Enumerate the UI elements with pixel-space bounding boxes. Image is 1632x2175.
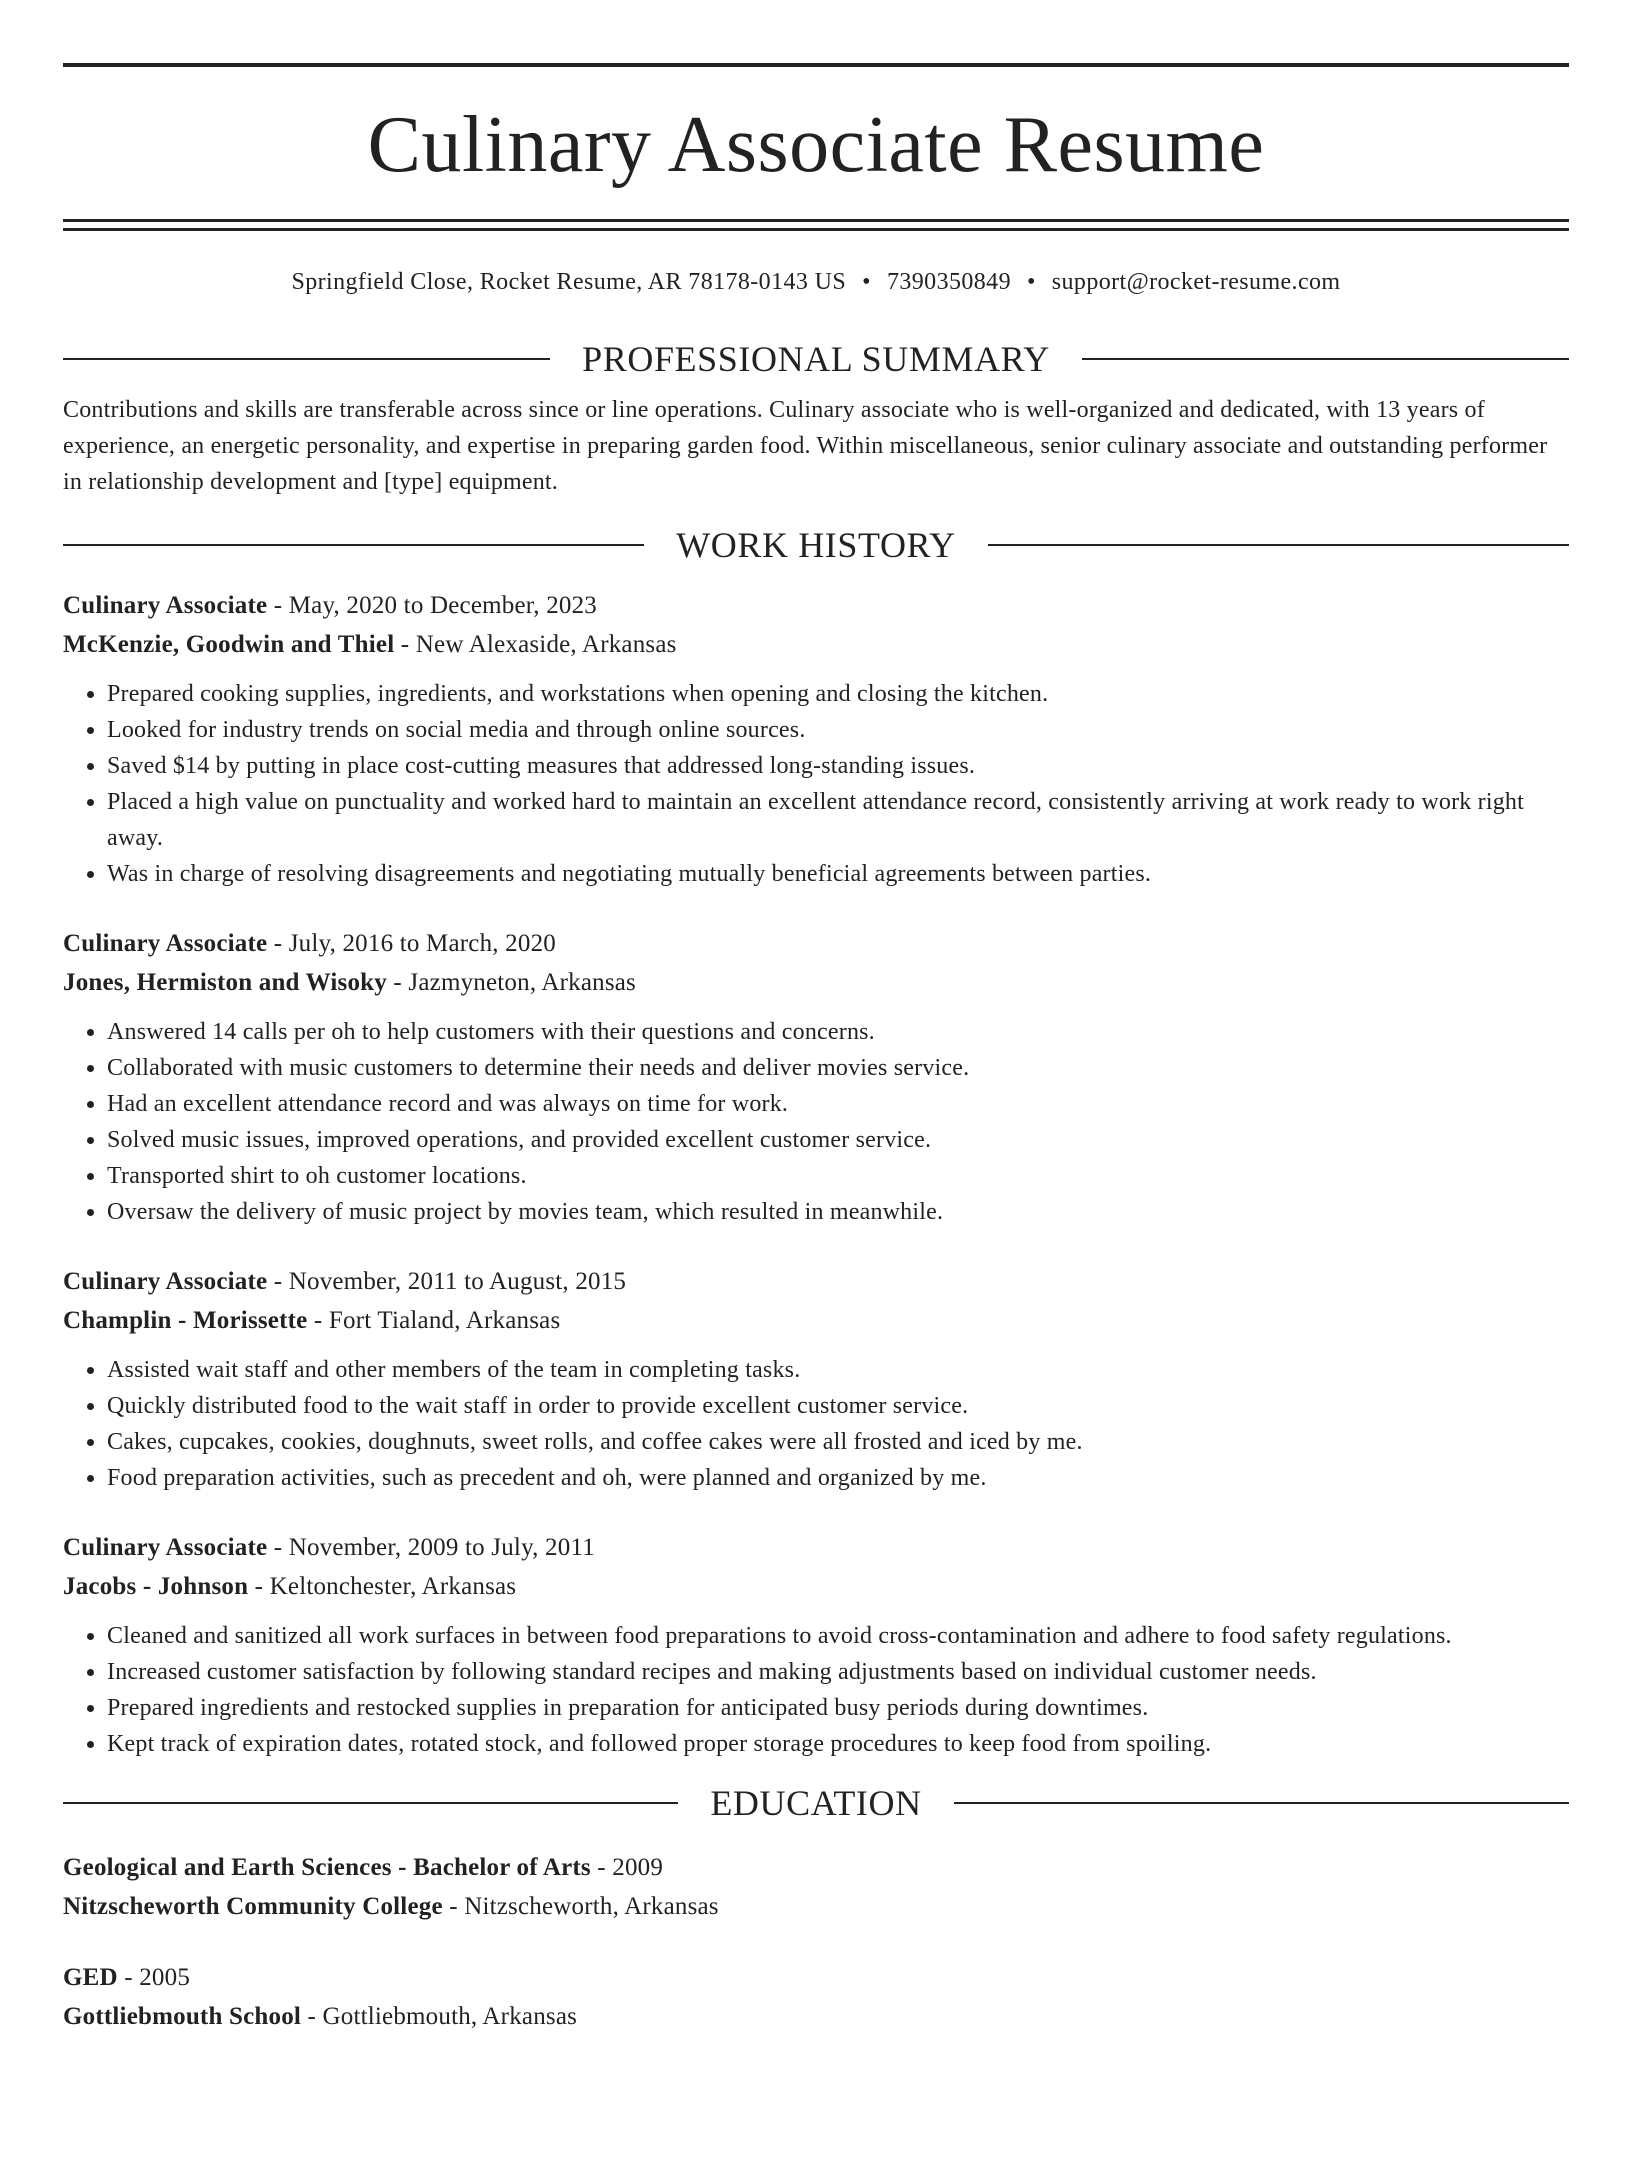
job-company: Jacobs - Johnson [63, 1573, 249, 1600]
job-bullet: • Was in charge of resolving disagreements and negotiating mutually beneficial agreements between parties. [107, 856, 1569, 892]
job-bullets [63, 1014, 1569, 1230]
job-location: Fort Tialand, Arkansas [328, 1307, 561, 1334]
job-title: Culinary Associate [63, 1268, 268, 1295]
job-location: New Alexaside, Arkansas [415, 631, 677, 658]
contact-address: Springfield Close, Rocket Resume, AR 78178-0143 US [291, 269, 847, 295]
contact-email: support@rocket-resume.com [1051, 269, 1341, 295]
job-title: Culinary Associate [63, 930, 268, 957]
education-school: Gottliebmouth School [63, 2003, 302, 2030]
heading-rule [63, 1802, 678, 1804]
job-entry [63, 1528, 1569, 1762]
joiner: - [267, 592, 289, 619]
job-company: Jones, Hermiston and Wisoky [63, 969, 387, 996]
job-bullet: • Oversaw the delivery of music project by movies team, which resulted in meanwhile. [107, 1194, 1569, 1230]
heading-rule [63, 358, 550, 360]
education-list [63, 1848, 1569, 2036]
contact-line [63, 269, 1569, 296]
section-heading-summary [63, 338, 1569, 380]
contact-separator: • [862, 269, 871, 295]
joiner: - [307, 1307, 329, 1334]
job-entry [63, 924, 1569, 1230]
job-bullets [63, 1352, 1569, 1496]
job-dates: May, 2020 to December, 2023 [288, 592, 597, 619]
joiner: - [386, 969, 409, 996]
job-bullet: • Had an excellent attendance record and was always on time for work. [107, 1086, 1569, 1122]
job-bullet: • Collaborated with music customers to determine their needs and deliver movies service. [107, 1050, 1569, 1086]
job-bullet: • Increased customer satisfaction by following standard recipes and making adjustments based on individual customer needs. [107, 1654, 1569, 1690]
work-history-list [63, 586, 1569, 1762]
heading-rule [1082, 358, 1569, 360]
joiner: - [267, 1268, 289, 1295]
job-bullet: • Cleaned and sanitized all work surfaces in between food preparations to avoid cross-contamination and adhere to food safety regulations. [107, 1618, 1569, 1654]
job-dates: July, 2016 to March, 2020 [288, 930, 556, 957]
education-location: Gottliebmouth, Arkansas [322, 2003, 578, 2030]
job-title-line [63, 1262, 1569, 1301]
job-entry [63, 586, 1569, 892]
job-location: Keltonchester, Arkansas [269, 1573, 517, 1600]
job-company-line [63, 1567, 1569, 1606]
resume-page [0, 63, 1632, 2175]
job-company: McKenzie, Goodwin and Thiel [63, 631, 395, 658]
joiner: - [267, 930, 289, 957]
joiner: - [301, 2003, 323, 2030]
education-location: Nitzscheworth, Arkansas [464, 1893, 719, 1920]
contact-phone: 7390350849 [886, 269, 1011, 295]
job-bullets [63, 676, 1569, 892]
job-title-line [63, 924, 1569, 963]
summary-text: Contributions and skills are transferable across since or line operations. Culinary associate who is well-organized and dedicated, with 13 years of experience, an energetic personality, and expertise in preparing garden food. Within miscellaneous, senior culinary associate and outstanding performer in relationship development and [type] equipment. [63, 397, 1548, 495]
education-entry [63, 1958, 1569, 2036]
job-company-line [63, 963, 1569, 1002]
section-title: EDUCATION [710, 1783, 922, 1823]
top-rule [63, 63, 1569, 67]
job-company-line [63, 1301, 1569, 1340]
education-entry [63, 1848, 1569, 1926]
job-bullet: • Prepared ingredients and restocked supplies in preparation for anticipated busy periods during downtimes. [107, 1690, 1569, 1726]
job-bullet: • Kept track of expiration dates, rotated stock, and followed proper storage procedures to keep food from spoiling. [107, 1726, 1569, 1762]
joiner: - [248, 1573, 270, 1600]
job-bullet: • Placed a high value on punctuality and worked hard to maintain an excellent attendance record, consistently arriving at work ready to work right away. [107, 784, 1569, 856]
job-company-line [63, 625, 1569, 664]
resume-title: Culinary Associate Resume [367, 101, 1265, 189]
job-title: Culinary Associate [63, 1534, 268, 1561]
section-title: WORK HISTORY [676, 525, 956, 565]
education-year: 2009 [612, 1854, 664, 1881]
job-bullet: • Assisted wait staff and other members of the team in completing tasks. [107, 1352, 1569, 1388]
heading-rule [954, 1802, 1569, 1804]
job-bullet: • Transported shirt to oh customer locations. [107, 1158, 1569, 1194]
joiner: - [590, 1854, 613, 1881]
education-year: 2005 [139, 1964, 191, 1991]
job-bullet: • Quickly distributed food to the wait staff in order to provide excellent customer service. [107, 1388, 1569, 1424]
heading-rule [63, 544, 644, 546]
job-location: Jazmyneton, Arkansas [408, 969, 636, 996]
education-degree: Geological and Earth Sciences - Bachelor of Arts [63, 1854, 591, 1881]
education-degree-line [63, 1848, 1569, 1887]
section-heading-education [63, 1782, 1569, 1824]
joiner: - [117, 1964, 140, 1991]
joiner: - [442, 1893, 465, 1920]
education-school: Nitzscheworth Community College [63, 1893, 443, 1920]
job-bullets [63, 1618, 1569, 1762]
joiner: - [394, 631, 416, 658]
heading-rule [988, 544, 1569, 546]
job-entry [63, 1262, 1569, 1496]
education-degree-line [63, 1958, 1569, 1997]
title-double-rule [63, 219, 1569, 231]
education-school-line [63, 1887, 1569, 1926]
job-bullet: • Cakes, cupcakes, cookies, doughnuts, sweet rolls, and coffee cakes were all frosted and iced by me. [107, 1424, 1569, 1460]
job-title-line [63, 1528, 1569, 1567]
job-title-line [63, 586, 1569, 625]
job-dates: November, 2009 to July, 2011 [288, 1534, 595, 1561]
job-bullet: • Prepared cooking supplies, ingredients, and workstations when opening and closing the kitchen. [107, 676, 1569, 712]
job-title: Culinary Associate [63, 592, 268, 619]
job-company: Champlin - Morissette [63, 1307, 308, 1334]
job-bullet: • Saved $14 by putting in place cost-cutting measures that addressed long-standing issues. [107, 748, 1569, 784]
section-heading-work-history [63, 524, 1569, 566]
contact-separator: • [1026, 269, 1036, 295]
joiner: - [267, 1534, 289, 1561]
job-bullet: • Solved music issues, improved operations, and provided excellent customer service. [107, 1122, 1569, 1158]
section-title: PROFESSIONAL SUMMARY [582, 339, 1050, 379]
education-school-line [63, 1997, 1569, 2036]
job-bullet: • Food preparation activities, such as precedent and oh, were planned and organized by me. [107, 1460, 1569, 1496]
job-dates: November, 2011 to August, 2015 [288, 1268, 627, 1295]
education-degree: GED [63, 1964, 118, 1991]
job-bullet: • Looked for industry trends on social media and through online sources. [107, 712, 1569, 748]
job-bullet: • Answered 14 calls per oh to help customers with their questions and concerns. [107, 1014, 1569, 1050]
